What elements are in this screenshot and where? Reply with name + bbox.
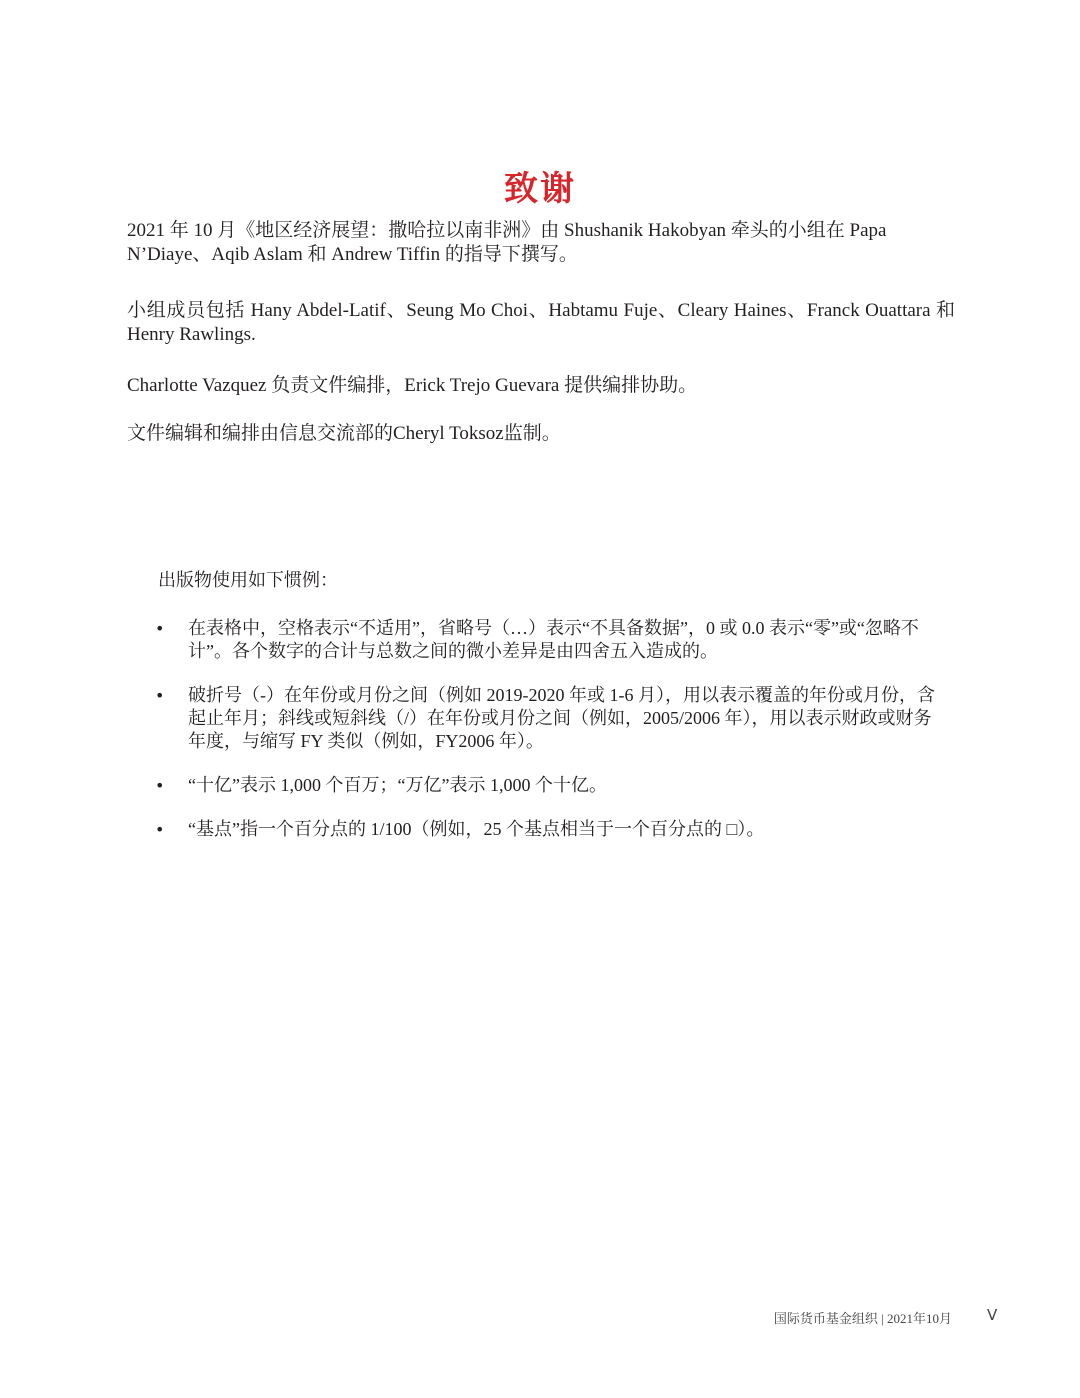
- footer-publisher: 国际货币基金组织 | 2021年10月: [773, 1311, 952, 1326]
- page-number: V: [987, 1306, 998, 1324]
- list-item-text: “十亿”表示 1,000 个百万；“万亿”表示 1,000 个十亿。: [188, 775, 607, 795]
- acknowledgment-paragraph: Charlotte Vazquez 负责文件编排，Erick Trejo Guevara 提供编排协助。: [127, 375, 698, 396]
- list-item-text: “基点”指一个百分点的 1/100（例如，25 个基点相当于一个百分点的 □）。: [188, 819, 765, 839]
- list-item-text: 破折号（-）在年份或月份之间（例如 2019-2020 年或 1-6 月），用以表示覆盖的年份或月份，含起止年月；斜线或短斜线（/）在年份或月份之间（例如，2005/2006 年），用以表示财政或财务年度，与缩写 FY 类似（例如，FY2006 年）。: [188, 685, 935, 751]
- list-item: [155, 684, 935, 753]
- acknowledgment-paragraph: 2021 年 10 月《地区经济展望：撒哈拉以南非洲》由 Shushanik Hakobyan 牵头的小组在 Papa N’Diaye、Aqib Aslam 和 Andrew Tiffin 的指导下撰写。: [127, 220, 887, 265]
- bullet-icon: •: [155, 686, 165, 705]
- bullet-icon: •: [155, 776, 165, 795]
- acknowledgment-paragraph: 文件编辑和编排由信息交流部的Cheryl Toksoz监制。: [127, 423, 561, 444]
- list-item: [155, 617, 935, 663]
- bullet-icon: •: [155, 820, 165, 839]
- list-item-text: 在表格中，空格表示“不适用”，省略号（…）表示“不具备数据”，0 或 0.0 表示“零”或“忽略不计”。各个数字的合计与总数之间的微小差异是由四舍五入造成的。: [188, 618, 919, 661]
- acknowledgment-paragraph: 小组成员包括 Hany Abdel-Latif、Seung Mo Choi、Habtamu Fuje、Cleary Haines、Franck Ouattara 和 Henry Rawlings.: [127, 300, 955, 345]
- conventions-heading: 出版物使用如下惯例：: [158, 570, 338, 590]
- list-item: [155, 818, 935, 841]
- conventions-list: [155, 617, 935, 862]
- list-item: [155, 774, 935, 797]
- bullet-icon: •: [155, 619, 165, 638]
- page-title: 致谢: [504, 168, 576, 209]
